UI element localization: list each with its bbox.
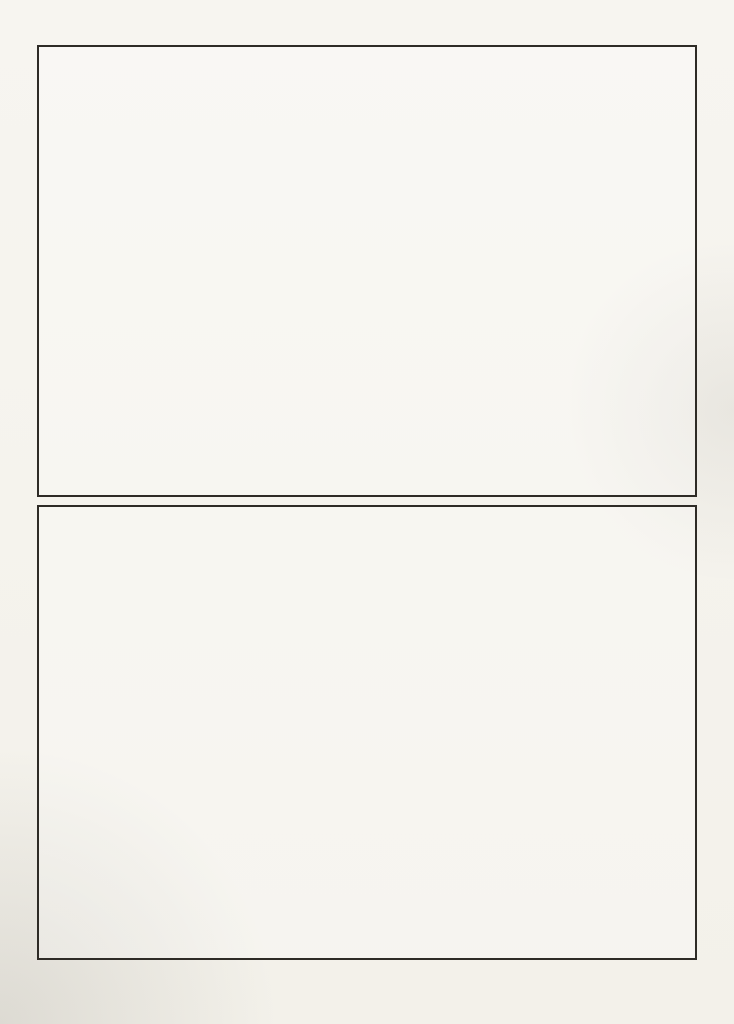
top-roster-table xyxy=(37,45,697,497)
bottom-roster-table xyxy=(37,505,697,960)
